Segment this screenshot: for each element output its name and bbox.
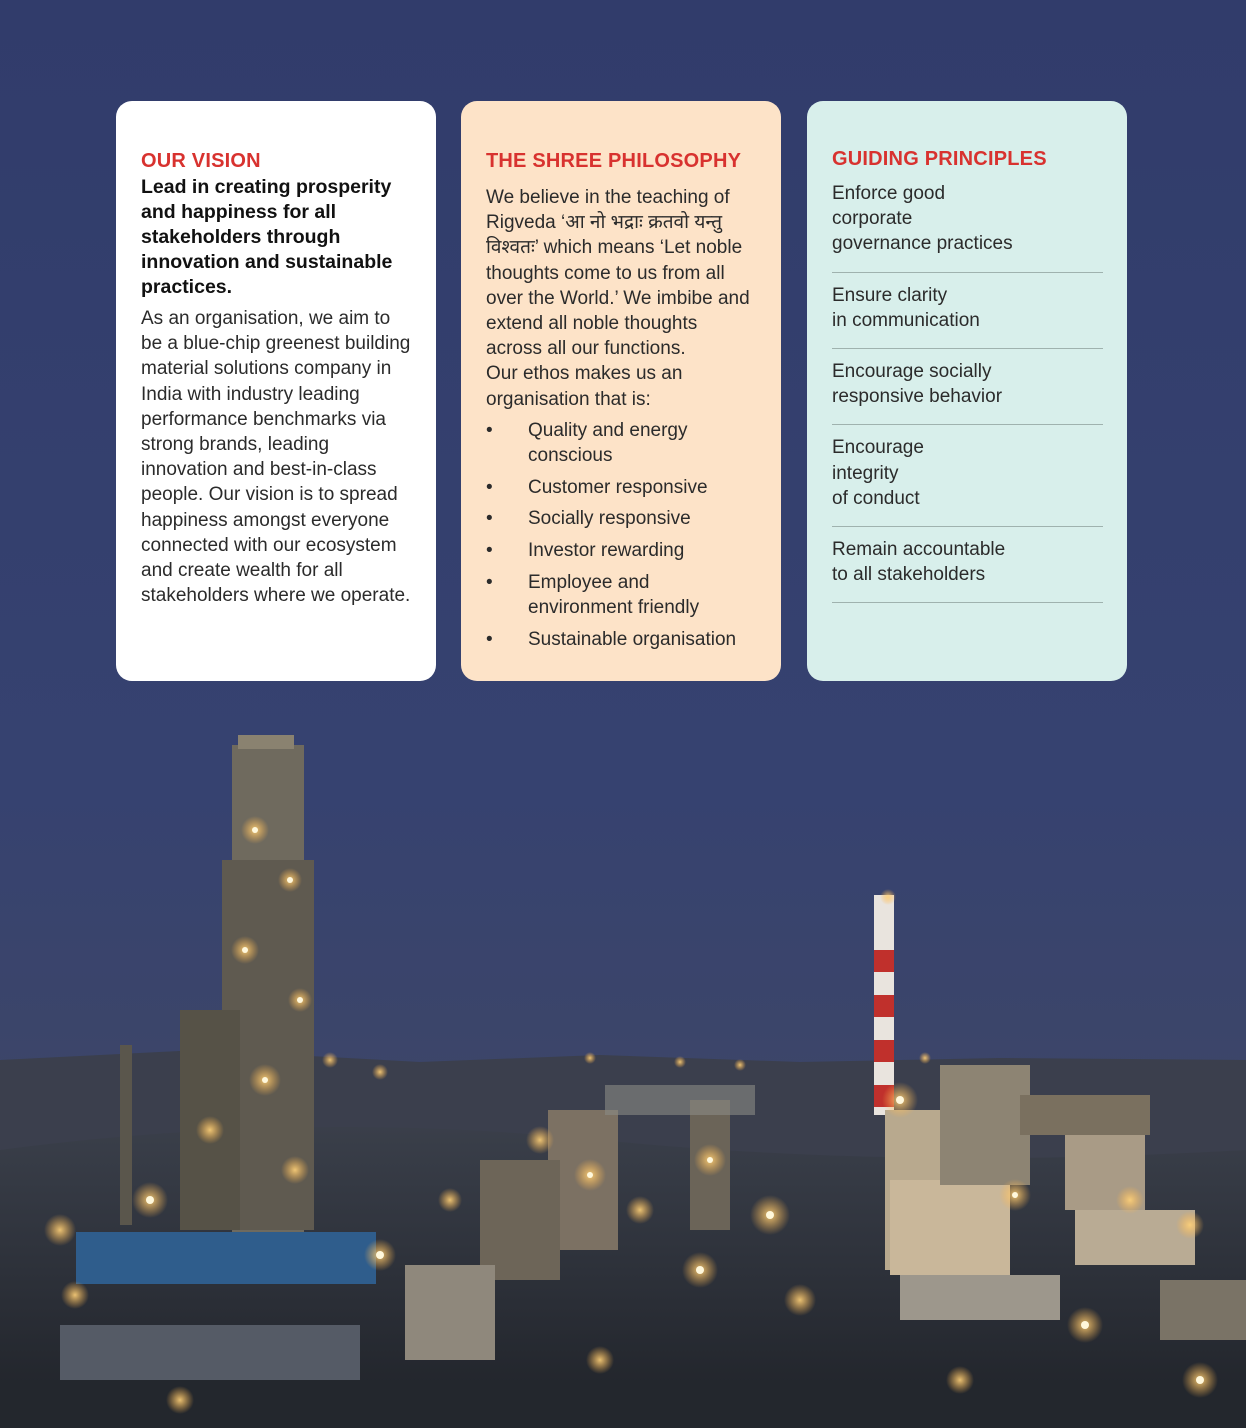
principles-title: GUIDING PRINCIPLES (832, 148, 1047, 170)
philosophy-card (461, 101, 781, 681)
philosophy-ethos: Our ethos makes us an organisation that is: (486, 363, 683, 410)
principle-line: integrity (832, 462, 899, 484)
chimney (874, 895, 894, 1115)
philosophy-list (486, 418, 757, 652)
vision-body: As an organisation, we aim to be a blue-chip greenest building material solutions company in India with industry leading performance benchmarks via strong brands, leading innovation and best-in-class people. Our vision is to spread happiness amongst everyone connected with our ecosystem and create wealth for all stakeholders where we operate. (141, 308, 411, 607)
bullet-icon: • (486, 419, 493, 441)
bullet-icon: • (486, 540, 493, 562)
principle-line: corporate (832, 208, 913, 230)
list-item (486, 506, 757, 531)
list-item (486, 627, 757, 652)
bullet-icon: • (486, 476, 493, 498)
list-item (486, 570, 757, 620)
vision-card (116, 101, 436, 681)
list-item-text: Socially responsive (528, 508, 691, 530)
principle-line: Encourage (832, 437, 924, 459)
bullet-icon: • (486, 628, 493, 650)
list-item-text: Customer responsive (528, 476, 708, 498)
principle-line: responsive behavior (832, 386, 1003, 408)
list-item (486, 418, 757, 468)
principle-item (832, 425, 1103, 527)
bullet-icon: • (486, 571, 493, 593)
principle-line: Enforce good (832, 183, 946, 204)
principle-line: Ensure clarity (832, 284, 948, 306)
principle-line: governance practices (832, 233, 1013, 255)
list-item-text: Employee and environment friendly (528, 571, 700, 619)
list-item (486, 538, 757, 563)
philosophy-title: THE SHREE PHILOSOPHY (486, 150, 742, 172)
principle-line: Encourage socially (832, 361, 992, 383)
principle-item (832, 349, 1103, 425)
principle-item (832, 273, 1103, 349)
principle-line: to all stakeholders (832, 564, 986, 586)
philosophy-intro: We believe in the teaching of Rigveda ‘आ नो भद्राः क्रतवो यन्तु विश्वतः’ which means ‘Let noble thoughts come to us from all over the World.’ We imbibe and extend all noble thoughts across all our functions. (486, 187, 750, 360)
list-item-text: Quality and energy conscious (528, 419, 688, 467)
vision-lead: Lead in creating prosperity and happiness for all stakeholders through innovation and sustainable practices. (141, 176, 393, 298)
list-item-text: Sustainable organisation (528, 628, 737, 650)
principle-line: Remain accountable (832, 539, 1006, 561)
principle-item (832, 173, 1103, 273)
bullet-icon: • (486, 508, 493, 530)
principle-item (832, 527, 1103, 603)
list-item (486, 475, 757, 500)
principles-list (832, 173, 1103, 603)
principle-line: of conduct (832, 487, 920, 509)
principles-card (807, 101, 1127, 681)
list-item-text: Investor rewarding (528, 540, 685, 562)
principle-line: in communication (832, 309, 980, 331)
vision-title: OUR VISION (141, 150, 261, 172)
